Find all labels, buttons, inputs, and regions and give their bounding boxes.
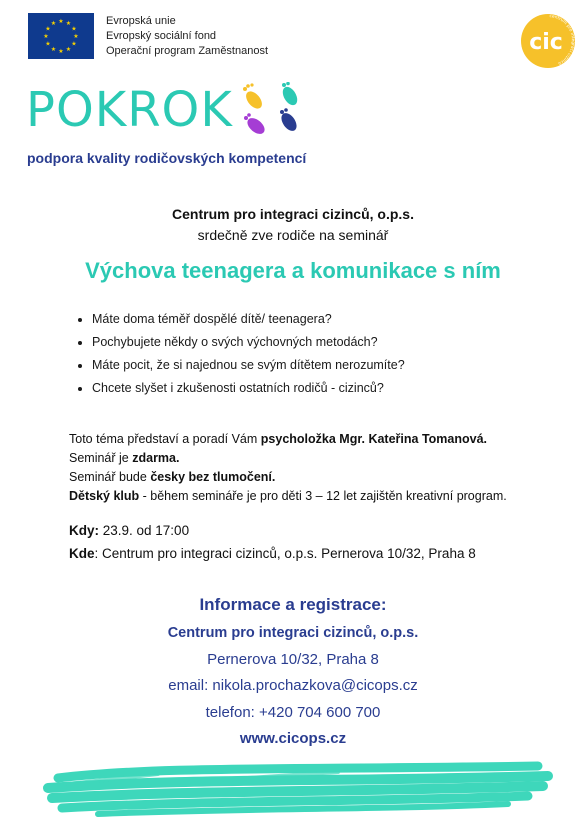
questions-list [76, 308, 405, 400]
eu-funding-text [106, 14, 268, 59]
when-line [69, 519, 476, 542]
seminar-title: Výchova teenagera a komunikace s ním [85, 258, 501, 283]
pokrok-title: POKROK [26, 82, 233, 138]
svg-text:★: ★ [73, 33, 79, 40]
registration-phone[interactable]: telefon: +420 704 600 700 [205, 704, 381, 721]
svg-text:★: ★ [65, 20, 72, 27]
cic-logo [519, 12, 577, 70]
info-line-kids-club [69, 487, 507, 506]
brush-stroke-decoration [38, 760, 556, 820]
svg-text:★: ★ [71, 25, 77, 33]
svg-text:★: ★ [71, 40, 77, 48]
list-item: • Chcete slyšet i zkušenosti ostatních rodičů - cizinců? [92, 377, 405, 400]
registration-heading: Informace a registrace: [199, 595, 387, 614]
svg-text:★: ★ [58, 18, 64, 25]
invitation-line: srdečně zve rodiče na seminář [197, 227, 389, 243]
svg-text:★: ★ [50, 20, 57, 27]
when-where [69, 519, 476, 565]
eu-line: Operační program Zaměstnanost [106, 45, 269, 57]
registration-org: Centrum pro integraci cizinců, o.p.s. [167, 625, 419, 641]
svg-text:★: ★ [43, 33, 49, 40]
info-text: - během semináře je pro děti 3 – 12 let zajištěn kreativní program. [139, 489, 507, 503]
cic-logo-letters: cic [529, 30, 563, 55]
language-value: česky bez tlumočení. [150, 470, 276, 484]
info-text: Seminář je [69, 451, 133, 465]
info-text: Seminář bude [69, 470, 151, 484]
pokrok-subtitle: podpora kvality rodičovských kompetencí [27, 150, 307, 166]
where-line [69, 542, 476, 565]
registration-email[interactable]: email: nikola.prochazkova@cicops.cz [168, 677, 418, 694]
svg-text:★: ★ [65, 46, 72, 53]
seminar-info [69, 430, 507, 506]
registration-website-link[interactable]: www.cicops.cz [239, 730, 347, 747]
price-value: zdarma. [132, 451, 180, 465]
organizer-name: Centrum pro integraci cizinců, o.p.s. [172, 206, 414, 222]
info-line-price [69, 449, 507, 468]
registration-address: Pernerova 10/32, Praha 8 [207, 651, 379, 668]
eu-flag-logo [28, 13, 94, 59]
cic-logo-arc-text: centrum pro integraci cizinců [549, 14, 576, 66]
list-item: • Pochybujete někdy o svých výchovných metodách? [92, 331, 405, 354]
info-line-language [69, 468, 507, 487]
svg-text:★: ★ [50, 46, 57, 53]
footprints-icon [234, 82, 308, 140]
list-item: • Máte pocit, že si najednou se svým dítětem nerozumíte? [92, 354, 405, 377]
when-value: 23.9. od 17:00 [99, 523, 190, 538]
info-line-presenter [69, 430, 507, 449]
eu-line: Evropský sociální fond [106, 30, 217, 42]
list-item: • Máte doma téměř dospělé dítě/ teenagera? [92, 308, 405, 331]
svg-text:★: ★ [58, 48, 64, 55]
presenter-name: psycholožka Mgr. Kateřina Tomanová. [260, 432, 487, 446]
when-label: Kdy: [69, 523, 99, 538]
where-label: Kde [69, 546, 95, 561]
svg-text:★: ★ [45, 25, 51, 33]
where-value: : Centrum pro integraci cizinců, o.p.s. Pernerova 10/32, Praha 8 [94, 546, 476, 561]
svg-text:★: ★ [45, 40, 51, 48]
info-text: Toto téma představí a poradí Vám [69, 432, 261, 446]
kids-club-label: Dětský klub [69, 489, 140, 503]
eu-line: Evropská unie [106, 15, 176, 27]
